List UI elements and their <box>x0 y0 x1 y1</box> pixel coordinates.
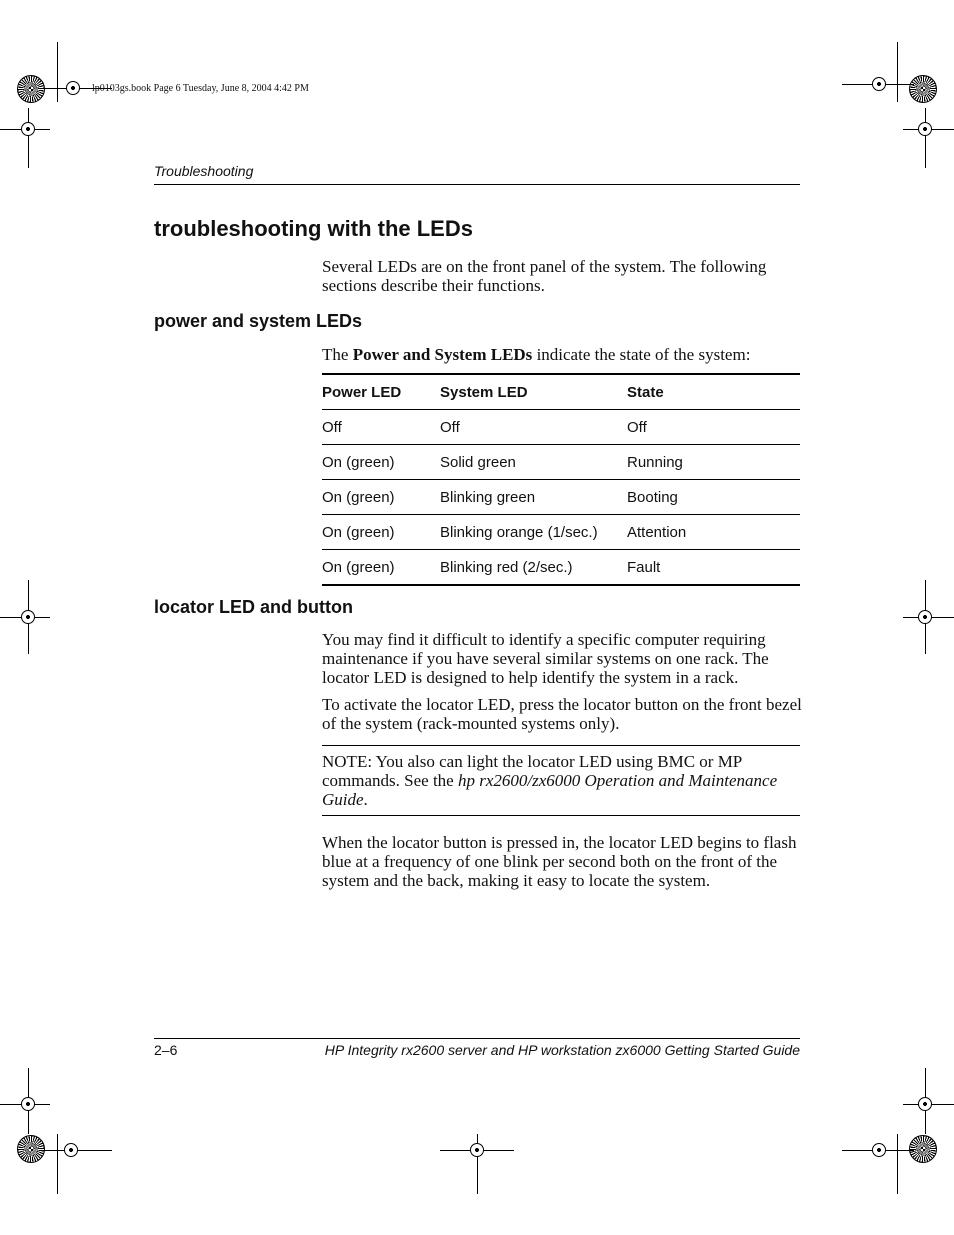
power-lead-paragraph <box>322 345 802 364</box>
footer-rule <box>154 1038 800 1039</box>
table-cell: On (green) <box>322 550 440 586</box>
print-slug: lp0103gs.book Page 6 Tuesday, June 8, 2004 4:42 PM <box>92 83 309 94</box>
lead-bold-term: Power and System LEDs <box>352 345 533 364</box>
table-cell: Blinking red (2/sec.) <box>440 550 627 586</box>
note-text: . <box>363 790 368 809</box>
table-row <box>322 410 800 445</box>
table-row <box>322 445 800 480</box>
column-header: State <box>627 374 800 410</box>
table-cell: Booting <box>627 480 800 515</box>
table-cell: Attention <box>627 515 800 550</box>
guide-title: hp rx2600/zx6000 Operation and Maintenance Guide <box>322 771 778 809</box>
locator-paragraph-1: You may find it difficult to identify a specific computer requiring maintenance if you have several similar systems on one rack. The locator LED is designed to help identify the system in a rack. <box>322 630 769 687</box>
led-state-table <box>322 373 800 586</box>
table-cell: Off <box>440 410 627 445</box>
column-header: Power LED <box>322 374 440 410</box>
table-cell: Blinking orange (1/sec.) <box>440 515 627 550</box>
registration-starburst-icon <box>17 75 45 103</box>
section-heading-power: power and system LEDs <box>154 311 363 331</box>
intro-paragraph: Several LEDs are on the front panel of the system. The following sections describe their functions. <box>322 257 767 295</box>
table-cell: Blinking green <box>440 480 627 515</box>
table-cell: Off <box>627 410 800 445</box>
page-title: troubleshooting with the LEDs <box>154 216 473 241</box>
table-cell: On (green) <box>322 480 440 515</box>
note-top-rule <box>322 745 800 746</box>
table-cell: On (green) <box>322 445 440 480</box>
table-row <box>322 550 800 586</box>
header-rule <box>154 184 800 185</box>
registration-starburst-icon <box>909 1135 937 1163</box>
table-cell: On (green) <box>322 515 440 550</box>
page-number: 2–6 <box>154 1042 178 1058</box>
running-header: Troubleshooting <box>154 163 254 179</box>
book-title: HP Integrity rx2600 server and HP workstation zx6000 Getting Started Guide <box>324 1042 800 1058</box>
table-row <box>322 515 800 550</box>
lead-text: indicate the state of the system: <box>532 345 751 364</box>
table-cell: Off <box>322 410 440 445</box>
table-cell: Fault <box>627 550 800 586</box>
section-heading-locator: locator LED and button <box>154 597 353 617</box>
table-cell: Solid green <box>440 445 627 480</box>
note-text: NOTE: You also can light the locator LED using BMC or MP commands. See the <box>322 752 742 790</box>
note-paragraph <box>322 752 802 809</box>
table-cell: Running <box>627 445 800 480</box>
table-header-row <box>322 374 800 410</box>
locator-paragraph-2: To activate the locator LED, press the locator button on the front bezel of the system (rack-mounted systems only). <box>322 695 802 733</box>
lead-text: The <box>322 345 353 364</box>
note-bottom-rule <box>322 815 800 816</box>
column-header: System LED <box>440 374 627 410</box>
locator-paragraph-3: When the locator button is pressed in, the locator LED begins to flash blue at a frequency of one blink per second both on the front of the system and the back, making it easy to locate the system. <box>322 833 797 890</box>
registration-starburst-icon <box>17 1135 45 1163</box>
registration-starburst-icon <box>909 75 937 103</box>
table-row <box>322 480 800 515</box>
